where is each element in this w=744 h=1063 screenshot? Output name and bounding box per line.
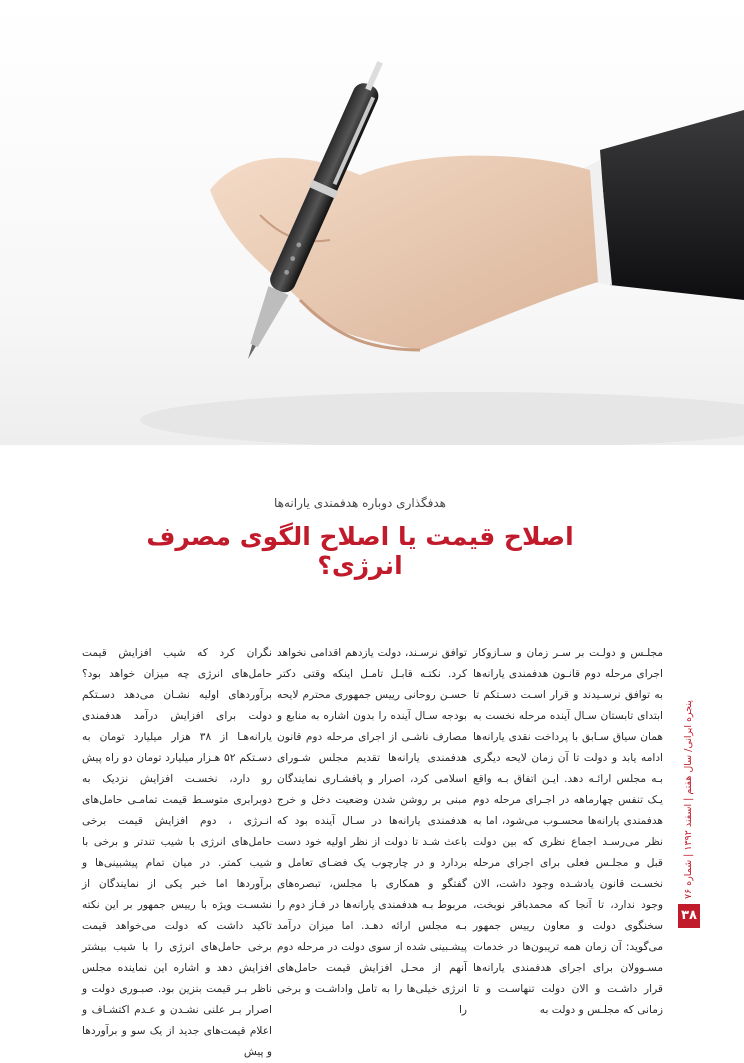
article-headline: اصلاح قیمت یا اصلاح الگوی مصرف انرژی؟: [146, 522, 574, 580]
running-title: پنجره ایرانی/ سال هفتم | اسفند ۱۳۹۲ | شماره ۷۶: [683, 700, 694, 899]
column-3-text: نگران کرد که شیب افزایش قیمت حامل‌های انرژی چه میزان خواهد بود؟ برآوردهای اولیه نشـان می‌دهد دسـتکم دولت برای افزایش درآمد هدفمندی یارانه‌هـا از ۳۸ هزار میلیارد تومان به دسـتکم ۵۲ هـزار میلیارد تومان دو راه پیش رو دارد، نخسـت افزایش نزدیک به دوبرابری متوسـط قیمت تمامـی حامل‌های انـرژی ، دوم افزایش قیمت برخی حامل‌های انرژی با شیب تندتر و برخی با شیب کمتر. در میان تمام پیشبینی‌ها و برآوردها اما خبر یکی از نمایندگان از نشسـت ویژه با رییس جمهور بر این نکته تاکید داشت که دولت می‌خواهد قیمت برخی حامل‌های انرژی را با شیب بیشتر افزایش دهد و اشاره این نماینده مجلس ناظر بـر قیمت بنزین بود. صبـوری دولت و اصرار بـر علنی نشـدن و عـدم اکتشـاف و اعلام قیمت‌های جدید از یک سو و برآوردها و پیش: [82, 647, 272, 1058]
column-1-text: مجلـس و دولـت بر سـر زمان و سـازوکار اجرای مرحله دوم قانـون هدفمندی یارانه‌ها به توافق نرسـیدند و قرار اسـت دسـتکم تا ابتدای تابستان سـال آینده مرحله نخست به همان سیاق سـابق با پرداخت نقدی یارانه‌ها ادامه یابد و دولت تا آن زمان لایحه دیگری بـه مجلس ارائـه دهد. ایـن اتفاق بـه واقع یـک تنفس چهارماهه در اجـرای مرحله دوم هدفمندی یارانه‌ها محسـوب می‌شود، اما به نظر می‌رسـد اجماع نظری که بین دولت قبل و مجلـس فعلی برای اجرای مرحله نخسـت قانون یادشـده وجود داشت، الان وجود ندارد، تا آنجا که محمدباقر نوبخت، سخنگوی دولت و معاون رییس جمهور می‌گوید: آن زمان همه تریبون‌ها در خدمات مسـوولان برای اجرای هدفمندی یارانه‌ها قرار داشـت و الان دولت تنهاسـت و تا زمانی که مجلـس و دولت به: [473, 647, 663, 1016]
column-2-text: توافق نرسـند، دولت یازدهم اقدامی نخواهد کرد. نکتـه قابـل تامـل اینکه وقتی دکتر حسـن روحانی رییس جمهوری محترم لایحه بودجه سـال آینده را بدون اشاره به منابع و مصارف ناشـی از اجرای مرحله دوم قانون هدفمندی یارانه‌ها تقدیم مجلس شـورای اسلامی کرد، اصرار و پافشـاری نمایندگان مبنی بر روشن شدن وضعیت دخل و خرج هدفمندی یارانه‌ها در سـال آینده بود که باعث شـد تا دولت از نظر اولیه خود دست بردارد و در چارچوب یک فضـای تعامل و گفتگو و همکاری با مجلس، تبصره‌های مربوط بـه هدفمندی یارانه‌ها در فـاز دوم را بـه مجلس ارائه دهـد. اما میزان درآمد پیشـبینی شده از سوی دولت در مرحله دوم آنهم از محـل افزایش قیمت حامل‌های انرژی خیلی‌ها را به تامل واداشـت و برخی را: [277, 647, 467, 1016]
article-kicker: هدفگذاری دوباره هدفمندی یارانه‌ها: [274, 496, 446, 510]
article-column-3: [82, 643, 272, 1063]
page-number: ۳۸: [678, 904, 700, 928]
hand-writing-illustration: [0, 0, 744, 445]
article-column-1: [473, 643, 663, 1021]
article-column-2: [277, 643, 467, 1021]
hero-photo-pen-in-hand: [0, 0, 744, 445]
